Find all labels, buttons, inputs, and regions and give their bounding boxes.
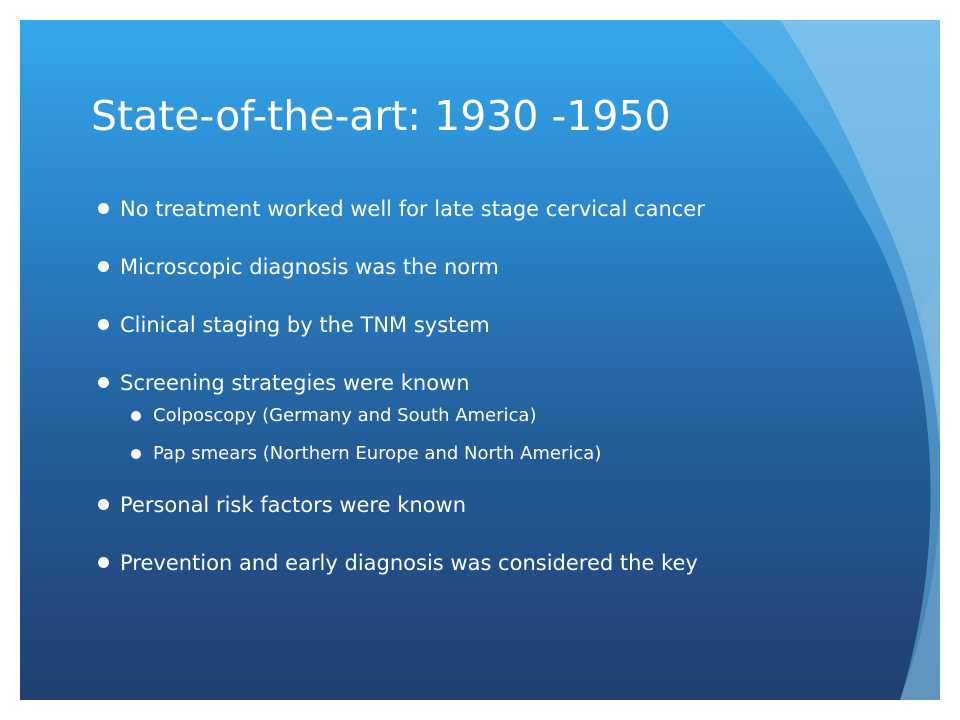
- sub-bullet-text: Pap smears (Northern Europe and North America): [153, 443, 602, 464]
- bullet-item: [96, 254, 705, 280]
- slide-title: State-of-the-art: 1930 -1950: [91, 92, 671, 140]
- slide: [20, 20, 940, 700]
- bullet-dot-icon: [98, 377, 109, 388]
- bullet-item: [96, 370, 705, 466]
- sub-bullet-item: [129, 442, 705, 466]
- bullet-item: [96, 550, 705, 576]
- bullet-text: Screening strategies were known: [120, 371, 470, 395]
- bullet-text: Personal risk factors were known: [120, 493, 466, 517]
- bullet-item: [96, 492, 705, 518]
- bullet-item: [96, 196, 705, 222]
- sub-bullet-dot-icon: [131, 411, 141, 421]
- sub-bullet-dot-icon: [131, 449, 141, 459]
- bullet-item: [96, 312, 705, 338]
- bullet-dot-icon: [98, 319, 109, 330]
- bullet-dot-icon: [98, 557, 109, 568]
- bullet-text: Clinical staging by the TNM system: [120, 313, 490, 337]
- bullet-text: No treatment worked well for late stage cervical cancer: [120, 197, 705, 221]
- bullet-text: Microscopic diagnosis was the norm: [120, 255, 499, 279]
- sub-bullet-text: Colposcopy (Germany and South America): [153, 405, 537, 426]
- bullet-dot-icon: [98, 499, 109, 510]
- bullet-list: [96, 196, 705, 608]
- bullet-dot-icon: [98, 203, 109, 214]
- sub-bullet-item: [129, 404, 705, 428]
- bullet-dot-icon: [98, 261, 109, 272]
- sub-bullet-list: [129, 404, 705, 466]
- bullet-text: Prevention and early diagnosis was considered the key: [120, 551, 698, 575]
